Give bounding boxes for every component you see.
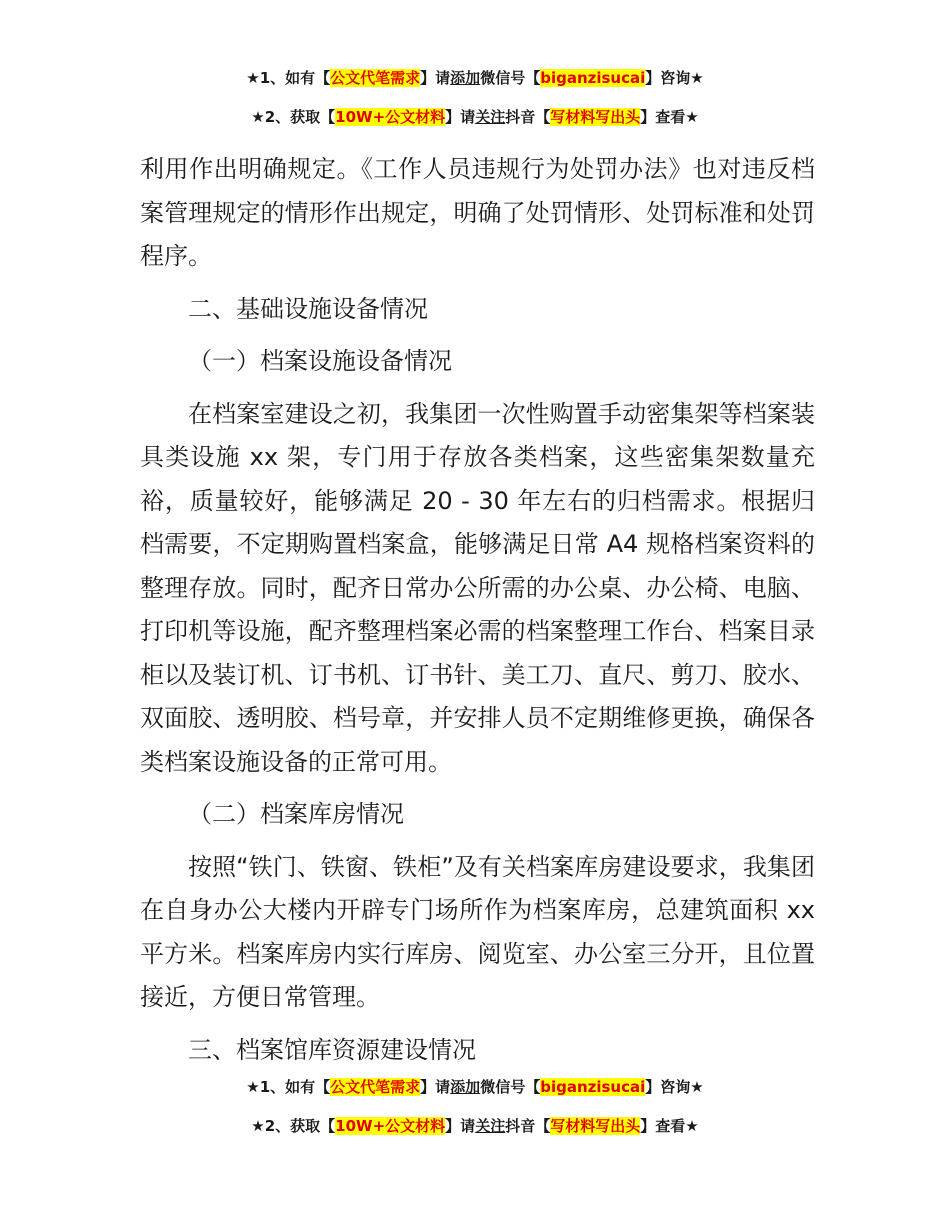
star-icon: ★ [690, 1078, 704, 1096]
section-heading-3: 三、档案馆库资源建设情况 [188, 1035, 476, 1064]
highlight-materials: 10W+公文材料 [335, 1117, 446, 1135]
star-icon: ★ [246, 69, 260, 87]
banner-text: 抖音【 [505, 1117, 551, 1135]
star-icon: ★ [690, 69, 704, 87]
banner-text: 】咨询 [645, 1078, 691, 1096]
highlight-materials: 10W+公文材料 [335, 108, 446, 126]
star-icon: ★ [251, 108, 265, 126]
banner-text: 】请 [445, 1117, 476, 1135]
underlined-text: 关注 [475, 108, 506, 126]
star-icon: ★ [685, 108, 699, 126]
highlight-service: 公文代笔需求 [330, 1078, 421, 1096]
banner-text: 】查看 [640, 108, 686, 126]
highlight-wechat-id: biganzisucai [540, 1078, 646, 1096]
highlight-douyin-id: 写材料写出头 [550, 108, 641, 126]
banner-text: 】请 [420, 1078, 451, 1096]
subsection-heading-2-2: （二）档案库房情况 [188, 800, 404, 828]
bottom-banner-line-1 [0, 1077, 950, 1097]
highlight-douyin-id: 写材料写出头 [550, 1117, 641, 1135]
banner-text: 】请 [445, 108, 476, 126]
banner-text: 微信号【 [480, 69, 541, 87]
banner-text: 抖音【 [505, 108, 551, 126]
underlined-text: 添加 [450, 1078, 481, 1096]
paragraph-facilities: 在档案室建设之初，我集团一次性购置手动密集架等档案装具类设施 xx 架，专门用于存放各类档案，这些密集架数量充裕，质量较好，能够满足 20 - 30 年左右的归档需求。根据归档需要，不定期购置档案盒，能够满足日常 A4 规格档案资料的整理存放。同时，配齐日常办公所需的办公桌、办公椅、电脑、打印机等设施，配齐整理档案必需的档案整理工作台、档案目录柜以及装订机、订书机、订书针、美工刀、直尺、剪刀、胶水、双面胶、透明胶、档号章，并安排人员不定期维修更换，确保各类档案设施设备的正常可用。 [140, 399, 815, 776]
banner-text: 】咨询 [645, 69, 691, 87]
underlined-text: 添加 [450, 69, 481, 87]
paragraph-continued: 利用作出明确规定。《工作人员违规行为处罚办法》也对违反档案管理规定的情形作出规定，明确了处罚情形、处罚标准和处罚程序。 [140, 155, 815, 270]
subsection-heading-2-1: （一）档案设施设备情况 [188, 347, 452, 375]
highlight-wechat-id: biganzisucai [540, 69, 646, 87]
paragraph-storage: 按照“铁门、铁窗、铁柜”及有关档案库房建设要求，我集团在自身办公大楼内开辟专门场所作为档案库房，总建筑面积 xx 平方米。档案库房内实行库房、阅览室、办公室三分开，且位置接近，方便日常管理。 [140, 852, 815, 1011]
banner-text: 】查看 [640, 1117, 686, 1135]
top-banner-line-2 [0, 107, 950, 127]
star-icon: ★ [685, 1117, 699, 1135]
banner-text: 】请 [420, 69, 451, 87]
top-banner-line-1 [0, 68, 950, 88]
banner-text: 2、获取【 [264, 1117, 336, 1135]
banner-text: 1、如有【 [259, 69, 331, 87]
highlight-service: 公文代笔需求 [330, 69, 421, 87]
banner-text: 微信号【 [480, 1078, 541, 1096]
banner-text: 1、如有【 [259, 1078, 331, 1096]
star-icon: ★ [251, 1117, 265, 1135]
underlined-text: 关注 [475, 1117, 506, 1135]
bottom-banner-line-2 [0, 1116, 950, 1136]
document-body [140, 148, 815, 1081]
banner-text: 2、获取【 [264, 108, 336, 126]
section-heading-2: 二、基础设施设备情况 [188, 294, 428, 323]
star-icon: ★ [246, 1078, 260, 1096]
